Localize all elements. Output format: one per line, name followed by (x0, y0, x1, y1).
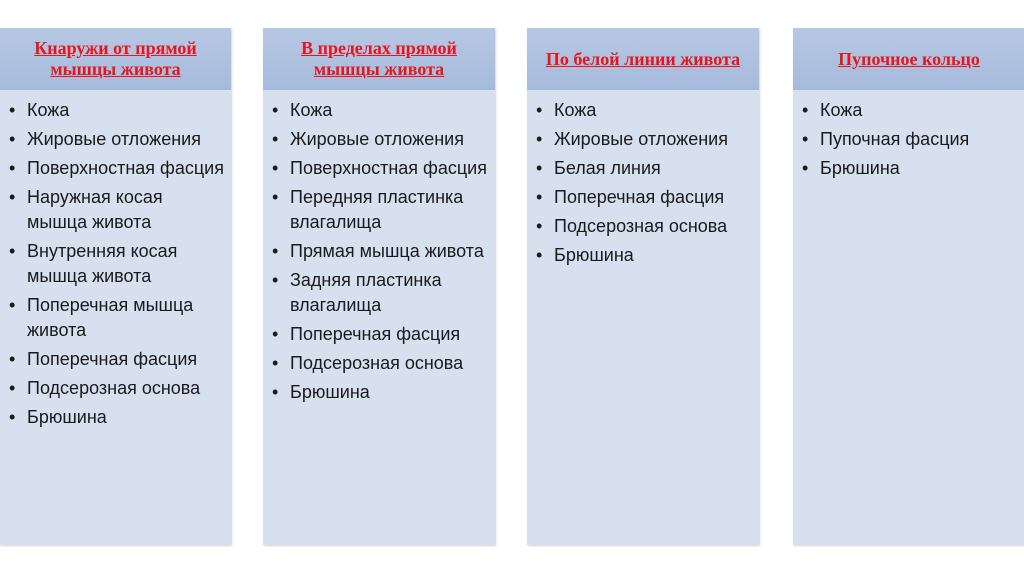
list-item: • Внутренняя косая мышца живота (9, 239, 227, 289)
list-item: • Передняя пластинка влагалища (272, 185, 491, 235)
list-item: • Белая линия (536, 156, 755, 181)
column-title: По белой линии живота (545, 48, 741, 69)
list-item: • Пупочная фасция (802, 127, 1021, 152)
column-umbilical-ring (793, 28, 1024, 545)
list-item: • Брюшина (9, 405, 227, 430)
column-header (527, 28, 759, 90)
list-item: • Брюшина (802, 156, 1021, 181)
list-item: • Прямая мышца живота (272, 239, 491, 264)
list-item: • Задняя пластинка влагалища (272, 268, 491, 318)
column-header (263, 28, 495, 90)
list-item: • Кожа (272, 98, 491, 123)
list-item: • Поперечная фасция (9, 347, 227, 372)
column-title: Кнаружи от прямой мышцы живота (34, 38, 197, 79)
layer-list (263, 90, 495, 405)
column-lateral-to-rectus (0, 28, 231, 545)
list-item: • Подсерозная основа (272, 351, 491, 376)
list-item: • Поперечная фасция (536, 185, 755, 210)
column-linea-alba (527, 28, 759, 545)
column-header (0, 28, 231, 90)
column-within-rectus (263, 28, 495, 545)
list-item: • Поперечная фасция (272, 322, 491, 347)
list-item: • Брюшина (272, 380, 491, 405)
list-item: • Жировые отложения (536, 127, 755, 152)
column-title: Пупочное кольцо (838, 48, 980, 69)
list-item: • Жировые отложения (272, 127, 491, 152)
column-title: В пределах прямой мышцы живота (301, 38, 457, 79)
layer-list (793, 90, 1024, 181)
layer-list (527, 90, 759, 268)
list-item: • Наружная косая мышца живота (9, 185, 227, 235)
list-item: • Подсерозная основа (536, 214, 755, 239)
column-header (793, 28, 1024, 90)
list-item: • Брюшина (536, 243, 755, 268)
list-item: • Кожа (802, 98, 1021, 123)
list-item: • Поверхностная фасция (272, 156, 491, 181)
list-item: • Подсерозная основа (9, 376, 227, 401)
layer-list (0, 90, 231, 430)
list-item: • Кожа (536, 98, 755, 123)
list-item: • Кожа (9, 98, 227, 123)
list-item: • Поперечная мышца живота (9, 293, 227, 343)
list-item: • Поверхностная фасция (9, 156, 227, 181)
list-item: • Жировые отложения (9, 127, 227, 152)
